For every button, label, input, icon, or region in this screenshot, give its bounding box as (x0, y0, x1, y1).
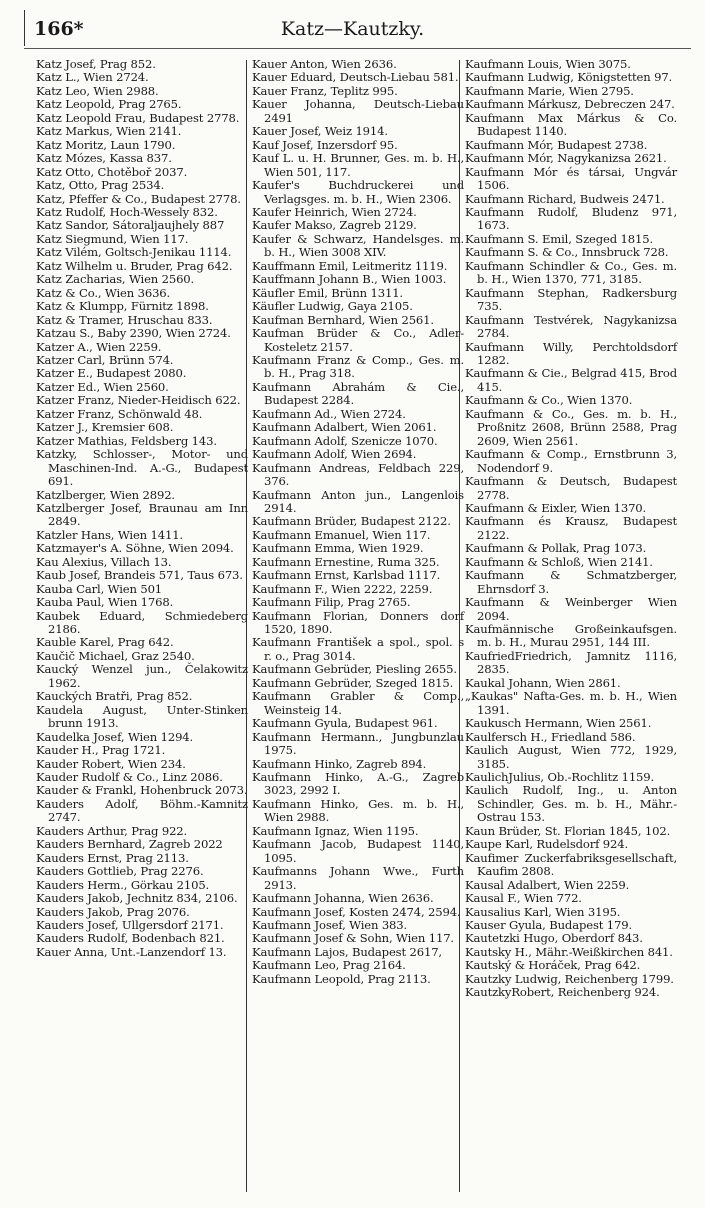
directory-entry: Kaufmann Ernestine, Ruma 325. (252, 554, 440, 569)
directory-entry: Kaufmann Márkusz, Debreczen 247. (465, 97, 675, 112)
directory-entry: Käufler Emil, Brünn 1311. (252, 285, 403, 300)
directory-entry: „Kaukas" Nafta-Ges. m. b. H., Wien 1391. (465, 689, 677, 717)
directory-entry: Katz Markus, Wien 2141. (36, 124, 182, 139)
directory-entry: Kaufmann Hinko, Ges. m. b. H., Wien 2988. (252, 796, 464, 825)
directory-entry: Kaufer & Schwarz, Handelsges. m. b. H., Wien 3008 XIV. (252, 231, 464, 260)
directory-entry: Kaufmann Mór, Budapest 2738. (465, 137, 648, 152)
directory-entry: Kauder Rudolf & Co., Linz 2086. (36, 770, 223, 785)
directory-entry: Katz Leo, Wien 2988. (36, 83, 159, 98)
directory-entry: Katzer J., Kremsier 608. (36, 420, 174, 435)
directory-entry: Kaufmännische Großeinkaufsgen. m. b. H., Murau 2951, 144 III. (465, 622, 677, 650)
directory-entry: Kaufman Bernhard, Wien 2561. (252, 312, 434, 327)
directory-entry: Kaufmann Adalbert, Wien 2061. (252, 420, 437, 435)
directory-entry: Kaufmann Josef & Sohn, Wien 117. (252, 931, 454, 946)
directory-entry: Katzler Hans, Wien 1411. (36, 527, 183, 542)
directory-entry: Käufler Ludwig, Gaya 2105. (252, 299, 413, 314)
directory-entry: Kaucký Wenzel jun., Čelakowitz 1962. (36, 662, 248, 690)
directory-entry: Kausalius Karl, Wien 3195. (465, 904, 621, 919)
directory-entry: Katzer Franz, Schönwald 48. (36, 406, 203, 421)
directory-entry: Kaufmann Gebrüder, Piesling 2655. (252, 662, 457, 677)
directory-entry: Katz Mózes, Kassa 837. (36, 151, 172, 166)
directory-entry: Kaufmann Andreas, Feldbach 229, 376. (252, 460, 464, 489)
directory-entry: Kaufmann & Deutsch, Budapest 2778. (465, 474, 677, 502)
directory-entry: Kaufmann Mór és társai, Ungvár 1506. (465, 164, 677, 193)
directory-entry: Kaufmann S. Emil, Szeged 1815. (465, 231, 653, 246)
directory-entry: Kauders Rudolf, Bodenbach 821. (36, 931, 225, 946)
directory-entry: Kaufmann Lajos, Budapest 2617, (252, 944, 442, 959)
directory-entry: Kauder & Frankl, Hohenbruck 2073. (36, 783, 248, 798)
directory-entry: Kausal Adalbert, Wien 2259. (465, 877, 630, 892)
directory-entry: Kaufmann Hinko, A.-G., Zagreb 3023, 2992 I. (252, 770, 464, 798)
directory-entry: Kaufmann & Comp., Ernstbrunn 3, Nodendorf 9. (465, 447, 677, 475)
column-2 (252, 58, 464, 986)
directory-entry: Kauffmann Johann B., Wien 1003. (252, 272, 447, 287)
directory-entry: Kauders Jakob, Prag 2076. (36, 904, 190, 919)
directory-entry: Kaufmann Florian, Donners dorf 1520, 1890. (252, 608, 464, 637)
running-head: Katz—Kautzky. (280, 18, 425, 40)
directory-entry: Kaufmann Ernst, Karlsbad 1117. (252, 568, 441, 583)
directory-entry: Kaulfersch H., Friedland 586. (465, 729, 636, 744)
directory-entry: Katzlberger, Wien 2892. (36, 487, 175, 502)
directory-entry: Kaufmann Johanna, Wien 2636. (252, 891, 434, 906)
directory-entry: Kauf Josef, Inzersdorf 95. (252, 137, 398, 152)
directory-entry: Kaufmann Stephan, Radkersburg 735. (465, 285, 677, 314)
directory-entry: Kauser Gyula, Budapest 179. (465, 918, 633, 932)
directory-entry: Kaufmann & Cie., Belgrad 415, Brod 415. (465, 366, 677, 394)
directory-entry: Kaupe Karl, Rudelsdorf 924. (465, 837, 629, 852)
directory-entry: Kaufmann & Co., Ges. m. b. H., Proßnitz 2608, Brünn 2588, Prag 2609, Wien 2561. (465, 406, 677, 448)
directory-entry: Kaufmann Willy, Perchtoldsdorf 1282. (465, 339, 677, 367)
directory-entry: Kaufmann & Eixler, Wien 1370. (465, 500, 647, 515)
directory-entry: Kaufmann Ludwig, Königstetten 97. (465, 70, 673, 85)
directory-entry: Kaufmann Marie, Wien 2795. (465, 83, 634, 98)
directory-entry: Katz Leopold Frau, Budapest 2778. (36, 110, 240, 125)
directory-entry: Katzer Carl, Brünn 574. (36, 352, 174, 367)
directory-entry: Kaufmann Gebrüder, Szeged 1815. (252, 675, 454, 690)
directory-entry: Katz, Pfeffer & Co., Budapest 2778. (36, 191, 241, 206)
left-margin-rule (24, 10, 25, 46)
directory-entry: Katzer Ed., Wien 2560. (36, 379, 169, 394)
directory-entry: Kaufmann Josef, Kosten 2474, 2594. (252, 904, 461, 919)
directory-entry: KaulichJulius, Ob.-Rochlitz 1159. (465, 770, 655, 785)
column-1 (36, 58, 248, 959)
directory-entry: Kaufmann Gyula, Budapest 961. (252, 716, 438, 731)
directory-entry: Kauders Gottlieb, Prag 2276. (36, 864, 204, 879)
directory-entry: Kaulich Rudolf, Ing., u. Anton Schindler, Ges. m. b. H., Mähr.-Ostrau 153. (465, 783, 677, 825)
directory-entry: Kaufmann Josef, Wien 383. (252, 918, 408, 932)
directory-entry: Kaučič Michael, Graz 2540. (36, 648, 195, 663)
directory-entry: Kauer Johanna, Deutsch-Liebau 2491 (252, 97, 464, 125)
directory-entry: Katzlberger Josef, Braunau am Inn 2849. (36, 500, 248, 529)
directory-entry: Kaufmann Leo, Prag 2164. (252, 958, 406, 973)
directory-entry: Katz & Klumpp, Fürnitz 1898. (36, 299, 209, 314)
directory-entry: Kaufer Makso, Zagreb 2129. (252, 218, 417, 233)
directory-entry: Katzer A., Wien 2259. (36, 339, 162, 354)
directory-entry: Katz Otto, Chotěboř 2037. (36, 164, 188, 179)
directory-entry: Katzer Franz, Nieder-Heidisch 622. (36, 393, 241, 408)
directory-entry: Kauckých Bratři, Prag 852. (36, 689, 193, 704)
directory-entry: Kaufmann Abrahám & Cie., Budapest 2284. (252, 379, 464, 408)
directory-entry: Kauba Paul, Wien 1768. (36, 595, 174, 610)
directory-entry: Kauders Arthur, Prag 922. (36, 823, 188, 838)
directory-entry: Kaufmann & Schmatzberger, Ehrnsdorf 3. (465, 568, 677, 596)
directory-entry: Kaufmann Franz & Comp., Ges. m. b. H., Prag 318. (252, 352, 464, 381)
directory-entry: Katz & Co., Wien 3636. (36, 285, 171, 300)
directory-entry: Kauder Robert, Wien 234. (36, 756, 186, 771)
directory-entry: Kauf L. u. H. Brunner, Ges. m. b. H., Wien 501, 117. (252, 151, 464, 179)
directory-entry: Kaufmann Grabler & Comp., Weinsteig 14. (252, 689, 464, 717)
directory-entry: Katz Josef, Prag 852. (36, 57, 156, 71)
directory-entry: Kaufmann Leopold, Prag 2113. (252, 971, 431, 986)
directory-entry: Kaufmann S. & Co., Innsbruck 728. (465, 245, 669, 260)
directory-entry: Kau Alexius, Villach 13. (36, 554, 172, 569)
directory-entry: Kauders Josef, Ullgersdorf 2171. (36, 918, 224, 932)
directory-entry: Kaukusch Hermann, Wien 2561. (465, 716, 652, 731)
directory-entry: Kauders Adolf, Böhm.-Kamnitz 2747. (36, 796, 248, 825)
directory-entry: Kauer Eduard, Deutsch-Liebau 581. (252, 70, 459, 85)
directory-entry: Kauer Josef, Weiz 1914. (252, 124, 388, 139)
directory-entry: Katz Leopold, Prag 2765. (36, 97, 182, 112)
directory-entry: Kautzky Ludwig, Reichenberg 1799. (465, 971, 674, 986)
directory-entry: Kautsky H., Mähr.-Weißkirchen 841. (465, 944, 673, 959)
directory-entry: Katzer E., Budapest 2080. (36, 366, 187, 381)
directory-entry: Katzky, Schlosser-, Motor- und Maschinen-Ind. A.-G., Budapest 691. (36, 447, 248, 489)
directory-entry: Kaufmann Hinko, Zagreb 894. (252, 756, 427, 771)
directory-entry: Kaufmann František a spol., spol. s r. o., Prag 3014. (252, 635, 464, 663)
directory-entry: Katz Rudolf, Hoch-Wessely 832. (36, 204, 218, 219)
directory-entry: Kaufmann & Schloß, Wien 2141. (465, 554, 653, 569)
directory-entry: Kaudelka Josef, Wien 1294. (36, 729, 194, 744)
directory-entry: Kaufmanns Johann Wwe., Furth 2913. (252, 864, 464, 892)
directory-entry: Kaufmann Jacob, Budapest 1140, 1095. (252, 837, 464, 865)
directory-entry: Katz & Tramer, Hruschau 833. (36, 312, 213, 327)
directory-entry: Katz Wilhelm u. Bruder, Prag 642. (36, 258, 233, 273)
directory-entry: KaufriedFriedrich, Jamnitz 1116, 2835. (465, 648, 677, 677)
directory-entry: Kauer Anton, Wien 2636. (252, 57, 397, 71)
column-3 (465, 58, 677, 1000)
directory-entry: Katzer Mathias, Feldsberg 143. (36, 433, 217, 448)
directory-entry: KautzkyRobert, Reichenberg 924. (465, 985, 660, 1000)
directory-entry: Kauder H., Prag 1721. (36, 743, 166, 758)
directory-entry: Kaufmann Mór, Nagykanizsa 2621. (465, 151, 667, 166)
directory-entry: Kaufmann & Weinberger Wien 2094. (465, 595, 677, 623)
directory-entry: Katz Moritz, Laun 1790. (36, 137, 176, 152)
directory-entry: Kaufmann Ad., Wien 2724. (252, 406, 406, 421)
directory-entry: Kauders Jakob, Jechnitz 834, 2106. (36, 891, 238, 906)
directory-entry: Kaufmann Louis, Wien 3075. (465, 57, 631, 71)
directory-entry: Kaufmann Anton jun., Langenlois 2914. (252, 487, 464, 515)
directory-entry: Katz Siegmund, Wien 117. (36, 231, 189, 246)
directory-entry: Kaukal Johann, Wien 2861. (465, 675, 621, 690)
directory-entry: Kauer Franz, Teplitz 995. (252, 83, 398, 98)
directory-entry: Kauders Bernhard, Zagreb 2022 (36, 837, 223, 852)
directory-entry: Kaufmann Testvérek, Nagykanizsa 2784. (465, 312, 677, 341)
directory-entry: Katz, Otto, Prag 2534. (36, 178, 165, 193)
directory-entry: Kaufmann F., Wien 2222, 2259. (252, 581, 433, 596)
directory-entry: Kaufmann Hermann., Jungbunzlau 1975. (252, 729, 464, 758)
directory-entry: Kautetzki Hugo, Oberdorf 843. (465, 931, 643, 946)
directory-entry: Kaufmann Rudolf, Bludenz 971, 1673. (465, 204, 677, 233)
directory-entry: Katzau S., Baby 2390, Wien 2724. (36, 326, 231, 341)
directory-entry: Kauders Ernst, Prag 2113. (36, 850, 189, 865)
directory-entry: Katzmayer's A. Söhne, Wien 2094. (36, 541, 234, 556)
directory-entry: Katz Zacharias, Wien 2560. (36, 272, 195, 287)
directory-entry: Kaub Josef, Brandeis 571, Taus 673. (36, 568, 243, 583)
directory-entry: Kaubek Eduard, Schmiedeberg 2186. (36, 608, 248, 637)
directory-entry: Kauders Herm., Görkau 2105. (36, 877, 210, 892)
directory-entry: Kaufimer Zuckerfabriksgesellschaft, Kaufim 2808. (465, 850, 677, 879)
directory-entry: Kaufmann Adolf, Szenicze 1070. (252, 433, 438, 448)
directory-entry: Kausal F., Wien 772. (465, 891, 582, 906)
directory-entry: Kauba Carl, Wien 501 (36, 581, 163, 596)
directory-entry: Kaufmann Adolf, Wien 2694. (252, 447, 417, 462)
directory-entry: Kaufman Brüder & Co., Adler-Kosteletz 2157. (252, 326, 464, 354)
directory-entry: Kauble Karel, Prag 642. (36, 635, 174, 650)
directory-entry: Kaun Brüder, St. Florian 1845, 102. (465, 823, 671, 838)
directory-entry: Kaufmann & Pollak, Prag 1073. (465, 541, 647, 556)
directory-entry: Kaufmann Richard, Budweis 2471. (465, 191, 665, 206)
directory-entry: Katz Sandor, Sátoraljaujhely 887 (36, 218, 225, 233)
directory-entry: Kaufmann & Co., Wien 1370. (465, 393, 633, 408)
directory-entry: Katz Vilém, Goltsch-Jenikau 1114. (36, 245, 232, 260)
directory-entry: Kaufmann Max Márkus & Co. Budapest 1140. (465, 110, 677, 139)
directory-entry: Kaudela August, Unter-Stinken brunn 1913. (36, 702, 248, 731)
directory-entry: Kaufmann Brüder, Budapest 2122. (252, 514, 451, 529)
directory-entry: Kaufmann Filip, Prag 2765. (252, 595, 411, 610)
directory-entry: Kaufmann Ignaz, Wien 1195. (252, 823, 419, 838)
directory-entry: Kaufmann Emma, Wien 1929. (252, 541, 424, 556)
header-rule (24, 48, 691, 49)
directory-entry: Kauer Anna, Unt.-Lanzendorf 13. (36, 944, 227, 959)
directory-entry: Kaufmann és Krausz, Budapest 2122. (465, 514, 677, 542)
directory-entry: Kautský & Horáček, Prag 642. (465, 958, 641, 973)
directory-entry: Katz L., Wien 2724. (36, 70, 149, 85)
directory-entry: Kaufer Heinrich, Wien 2724. (252, 204, 417, 219)
page-number: 166* (34, 18, 84, 40)
directory-entry: Kaulich August, Wien 772, 1929, 3185. (465, 743, 677, 771)
directory-entry: Kaufmann Schindler & Co., Ges. m. b. H., Wien 1370, 771, 3185. (465, 258, 677, 287)
directory-entry: Kaufmann Emanuel, Wien 117. (252, 527, 431, 542)
directory-entry: Kauffmann Emil, Leitmeritz 1119. (252, 258, 448, 273)
directory-entry: Kaufer's Buchdruckerei und Verlagsges. m. b. H., Wien 2306. (252, 178, 464, 206)
